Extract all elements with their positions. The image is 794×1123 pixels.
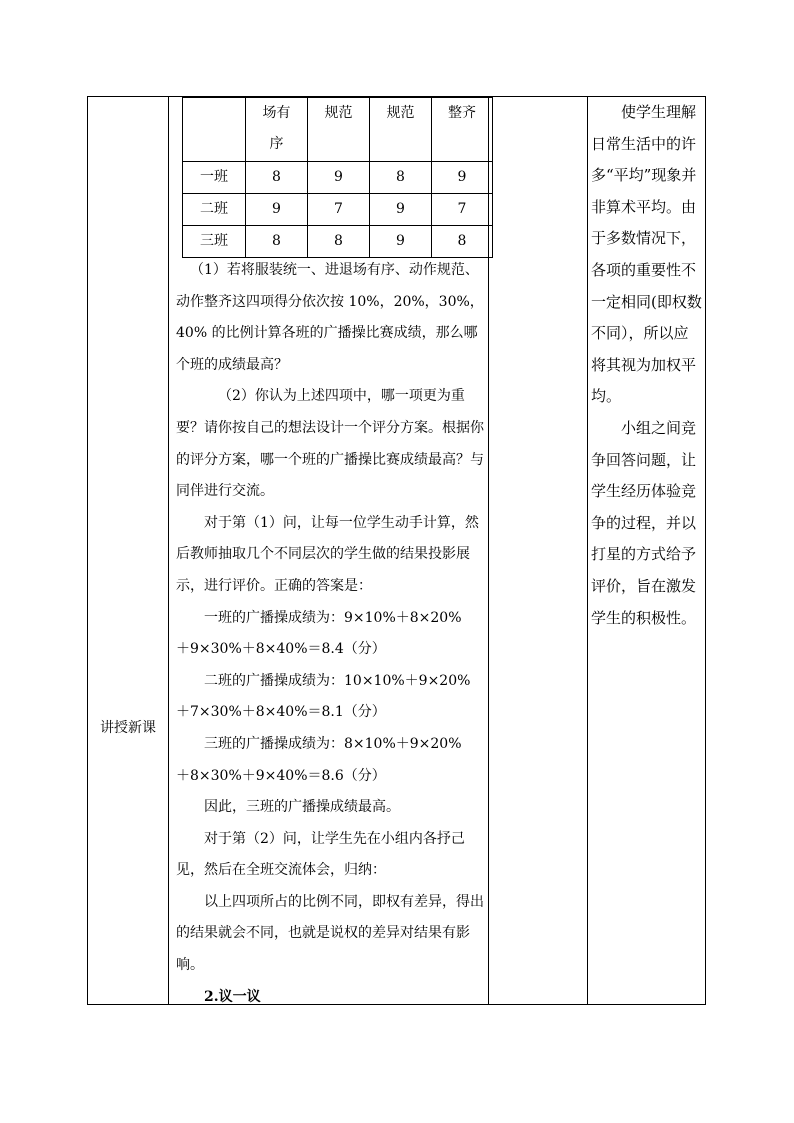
paragraph: 对于第（1）问，让每一位学生动手计算，然后教师抽取几个不同层次的学生做的结果投影展示，进行评价。正确的答案是： [176,514,479,594]
calculation-line: 一班的广播操成绩为：9×10%＋8×20% [204,609,462,626]
section-label: 讲授新课 [100,720,156,736]
lesson-content [176,255,486,1013]
score-cell: 8 [308,226,370,258]
score-cell: 9 [370,194,432,226]
score-table-header [183,98,493,162]
header-cell [183,98,246,162]
question-2: （2）你认为上述四项中，哪一项更为重要？请你按自己的想法设计一个评分方案。根据你的评分方案，哪一个班的广播操比赛成绩最高？与同伴进行交流。 [176,388,484,500]
score-cell: 8 [370,162,432,194]
design-notes [591,97,703,634]
header-cell: 场有序 [246,98,308,162]
header-cell: 规范 [308,98,370,162]
calculation-line: ＋7×30%＋8×40%＝8.1（分） [176,704,386,721]
column-divider [168,97,169,1004]
score-cell: 9 [308,162,370,194]
class-name-cell: 二班 [183,194,246,226]
score-table [182,97,493,258]
conclusion: 因此，三班的广播操成绩最高。 [204,799,400,816]
score-cell: 8 [246,226,308,258]
class-name-cell: 三班 [183,226,246,258]
note-paragraph: 使学生理解日常生活中的许多“平均”现象并非算术平均。由于多数情况下，各项的重要性不一定相同(即权数不同），所以应将其视为加权平均。 [591,103,702,406]
table-row [183,162,493,194]
header-cell: 规范 [370,98,432,162]
score-cell: 9 [370,226,432,258]
score-cell: 7 [432,194,493,226]
question-1: （1）若将服装统一、进退场有序、动作规范、动作整齐这四项得分依次按 10%，20%，30%，40% 的比例计算各班的广播操比赛成绩，那么哪个班的成绩最高？ [176,262,484,373]
calculation-line: ＋9×30%＋8×40%＝8.4（分） [176,641,386,658]
paragraph: 对于第（2）问，让学生先在小组内各抒己见，然后在全班交流体会，归纳： [176,830,465,879]
score-cell: 8 [246,162,308,194]
table-row [183,194,493,226]
subheading: 2.议一议 [204,988,261,1005]
column-divider [587,97,588,1004]
score-cell: 9 [246,194,308,226]
paragraph: 以上四项所占的比例不同，即权有差异，得出的结果就会不同，也就是说权的差异对结果有影响。 [176,893,484,974]
score-cell: 7 [308,194,370,226]
class-name-cell: 一班 [183,162,246,194]
score-cell: 9 [432,162,493,194]
score-cell: 8 [432,226,493,258]
calculation-line: 三班的广播操成绩为：8×10%＋9×20% [204,735,462,752]
table-row [183,226,493,258]
lesson-table [87,96,706,1005]
note-paragraph: 小组之间竞争回答问题，让学生经历体验竞争的过程，并以打星的方式给予评价，旨在激发学生的积极性。 [591,418,697,627]
header-cell: 整齐 [432,98,493,162]
calculation-line: ＋8×30%＋9×40%＝8.6（分） [176,767,386,784]
calculation-line: 二班的广播操成绩为：10×10%＋9×20% [204,672,471,689]
